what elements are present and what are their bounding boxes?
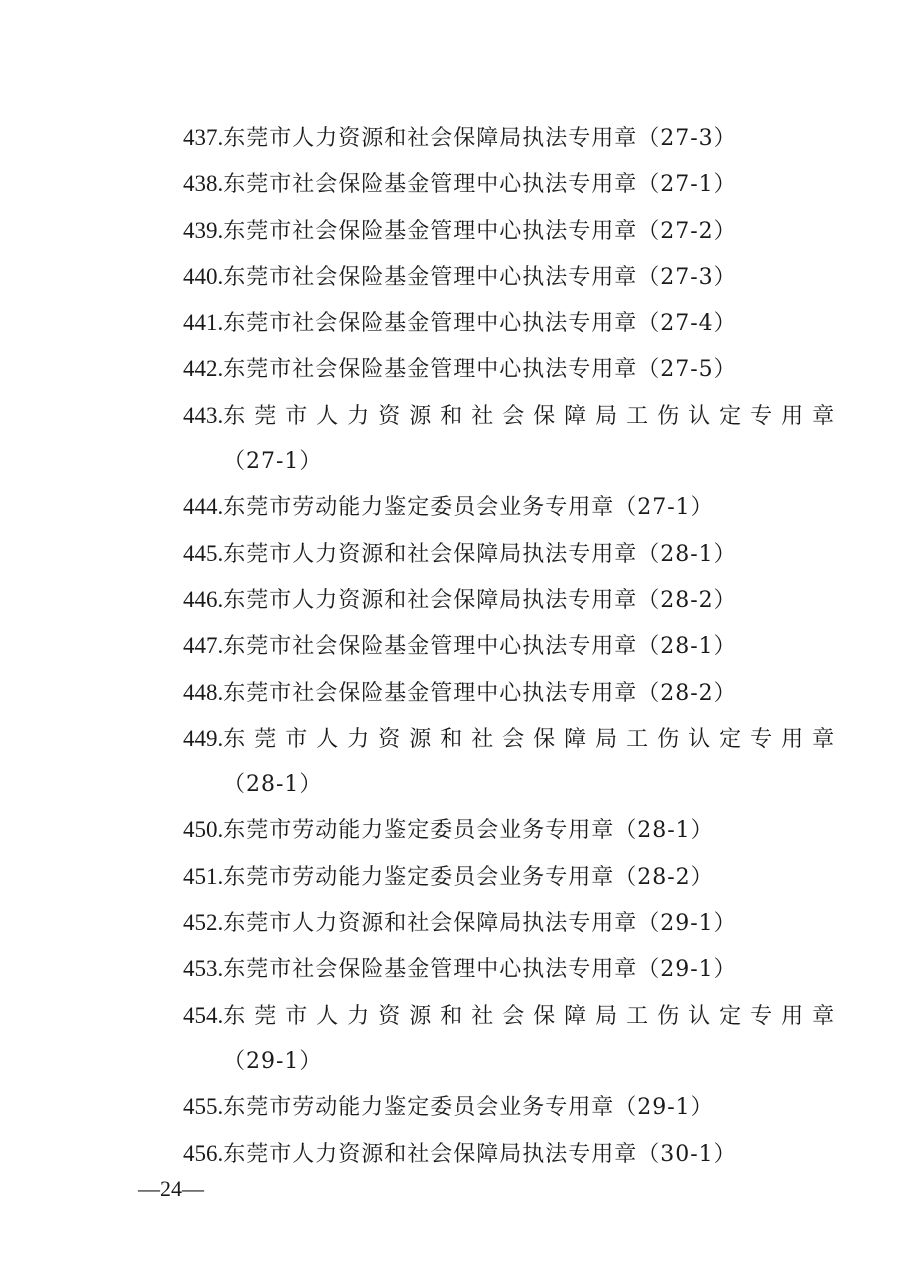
list-item — [183, 577, 783, 623]
item-text: 东莞市劳动能力鉴定委员会业务专用章（28-1） — [223, 818, 714, 844]
list-item — [183, 670, 783, 716]
item-number: 440. — [183, 263, 224, 289]
item-number: 456. — [183, 1140, 224, 1166]
item-number: 453. — [183, 956, 224, 982]
list-item — [183, 115, 783, 161]
item-text-continuation: （28-1） — [223, 772, 323, 798]
item-text: 东莞市社会保险基金管理中心执法专用章（27-2） — [223, 218, 737, 244]
list-item — [183, 716, 836, 808]
item-text: 东莞市社会保险基金管理中心执法专用章（28-2） — [223, 680, 737, 706]
item-number: 439. — [183, 217, 224, 243]
list-item — [183, 623, 783, 669]
item-number: 447. — [183, 633, 224, 659]
item-text: 东莞市社会保险基金管理中心执法专用章（27-1） — [223, 172, 737, 198]
item-number: 446. — [183, 586, 224, 612]
list-item — [183, 1084, 783, 1130]
item-text: 东 莞 市 人 力 资 源 和 社 会 保 障 局 工 伤 认 定 专 用 章 — [223, 726, 836, 752]
item-text: 东莞市社会保险基金管理中心执法专用章（28-1） — [223, 634, 737, 660]
item-text: 东莞市劳动能力鉴定委员会业务专用章（29-1） — [223, 1095, 714, 1121]
item-number: 445. — [183, 540, 224, 566]
item-text: 东 莞 市 人 力 资 源 和 社 会 保 障 局 工 伤 认 定 专 用 章 — [223, 403, 836, 429]
list-item — [183, 300, 783, 346]
list-item — [183, 393, 836, 485]
item-text: 东莞市社会保险基金管理中心执法专用章（27-5） — [223, 357, 737, 383]
page-number: —24— — [138, 1176, 204, 1201]
list-item — [183, 531, 783, 577]
item-number: 450. — [183, 817, 224, 843]
item-number: 452. — [183, 910, 224, 936]
item-number: 451. — [183, 863, 224, 889]
item-number: 443. — [183, 402, 224, 428]
item-text: 东莞市社会保险基金管理中心执法专用章（29-1） — [223, 957, 737, 983]
item-text: 东莞市人力资源和社会保障局执法专用章（28-1） — [223, 541, 737, 567]
item-number: 454. — [183, 1002, 224, 1028]
item-text: 东莞市劳动能力鉴定委员会业务专用章（27-1） — [223, 495, 714, 521]
list-item — [183, 1131, 783, 1177]
item-number: 444. — [183, 494, 224, 520]
item-text: 东 莞 市 人 力 资 源 和 社 会 保 障 局 工 伤 认 定 专 用 章 — [223, 1003, 836, 1029]
list-item — [183, 208, 783, 254]
item-text: 东莞市人力资源和社会保障局执法专用章（30-1） — [223, 1141, 737, 1167]
item-number: 455. — [183, 1094, 224, 1120]
list-item — [183, 346, 783, 392]
list-item — [183, 854, 783, 900]
item-text: 东莞市社会保险基金管理中心执法专用章（27-4） — [223, 311, 737, 337]
item-text: 东莞市劳动能力鉴定委员会业务专用章（28-2） — [223, 864, 714, 890]
list-item — [183, 807, 783, 853]
list-item — [183, 161, 783, 207]
item-text: 东莞市人力资源和社会保障局执法专用章（28-2） — [223, 587, 737, 613]
item-number: 437. — [183, 125, 224, 150]
list-item — [183, 946, 783, 992]
list-item — [183, 484, 783, 530]
item-number: 438. — [183, 171, 224, 197]
seal-list — [183, 115, 836, 1177]
item-text: 东莞市人力资源和社会保障局执法专用章（27-3） — [223, 126, 737, 151]
list-item — [183, 254, 783, 300]
list-item — [183, 900, 783, 946]
item-number: 442. — [183, 356, 224, 382]
item-number: 441. — [183, 310, 224, 336]
item-number: 449. — [183, 725, 224, 751]
list-item — [183, 993, 836, 1085]
item-number: 448. — [183, 679, 224, 705]
item-text-continuation: （27-1） — [223, 449, 323, 475]
item-text-continuation: （29-1） — [223, 1048, 323, 1074]
item-text: 东莞市社会保险基金管理中心执法专用章（27-3） — [223, 264, 737, 290]
item-text: 东莞市人力资源和社会保障局执法专用章（29-1） — [223, 911, 737, 937]
